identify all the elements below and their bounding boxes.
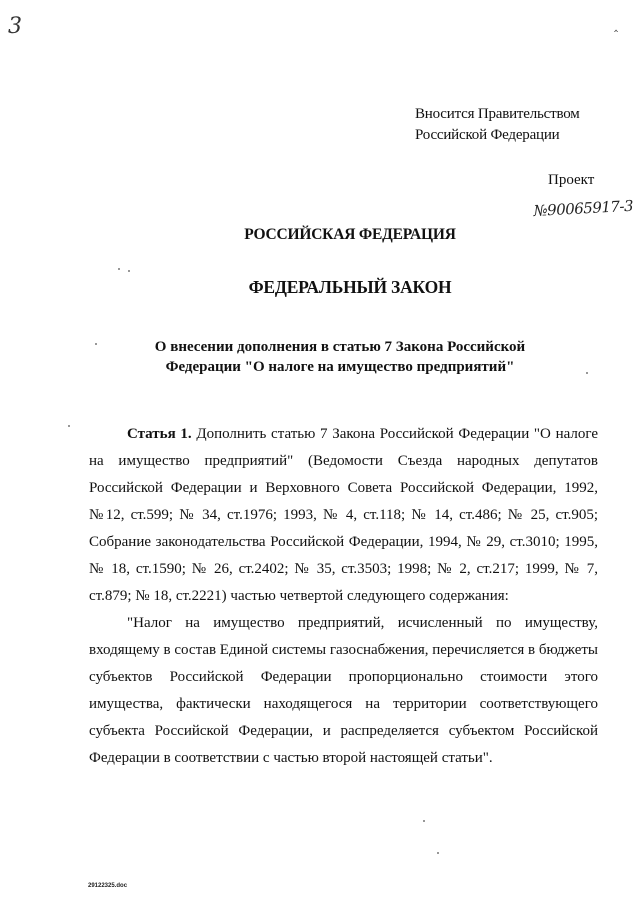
scan-speck (586, 372, 588, 374)
draft-label: Проект (548, 172, 595, 188)
corner-mark: ‸ (614, 18, 619, 32)
submitter-line-2: Российской Федерации (415, 127, 560, 143)
law-type-heading: ФЕДЕРАЛЬНЫЙ ЗАКОН (248, 277, 452, 297)
footer-filename: 29122325.doc (88, 883, 128, 889)
article-paragraph (89, 421, 598, 610)
handwritten-registration-number: №90065917-3 (533, 196, 634, 220)
law-title-line-2: Федерации "О налоге на имущество предприятий" (165, 359, 515, 375)
law-title-line-1: О внесении дополнения в статью 7 Закона Российской (154, 339, 526, 355)
scan-speck (437, 852, 439, 854)
law-body (89, 421, 598, 772)
law-title (120, 337, 560, 377)
scan-speck (68, 425, 70, 427)
scan-speck (95, 343, 97, 345)
country-title: РОССИЙСКАЯ ФЕДЕРАЦИЯ (244, 226, 456, 243)
submitter-block (415, 104, 580, 146)
scan-speck (128, 270, 130, 272)
handwritten-page-number: 3 (8, 14, 22, 39)
article-text: Дополнить статью 7 Закона Российской Федерации "О налоге на имущество предприятий" (Ведомости Съезда народных депутатов Российской Федерации и Верховного Совета Российской Федерации, 1992, №12, ст.599; № 34, ст.1976; 1993, № 4, ст.118; № 14, ст.486; № 25, ст.905; Собрание законодательства Российской Федерации, 1994, № 29, ст.3010; 1995, № 18, ст.1590; № 26, ст.2402; № 35, ст.3503; 1998; № 2, ст.217; 1999, № 7, ст.879; № 18, ст.2221) частью четвертой следующего содержания: (89, 426, 598, 604)
article-label: Статья 1. (127, 426, 192, 442)
quoted-amendment: "Налог на имущество предприятий, исчисленный по имуществу, входящему в состав Единой системы газоснабжения, перечисляется в бюджеты субъектов Российской Федерации пропорционально стоимости этого имущества, фактически находящегося на территории соответствующего субъекта Российской Федерации, и распределяется субъектом Российской Федерации в соответствии с частью второй настоящей статьи". (89, 615, 598, 766)
scan-speck (118, 268, 120, 270)
scan-speck (423, 820, 425, 822)
submitter-line-1: Вносится Правительством (415, 106, 580, 122)
